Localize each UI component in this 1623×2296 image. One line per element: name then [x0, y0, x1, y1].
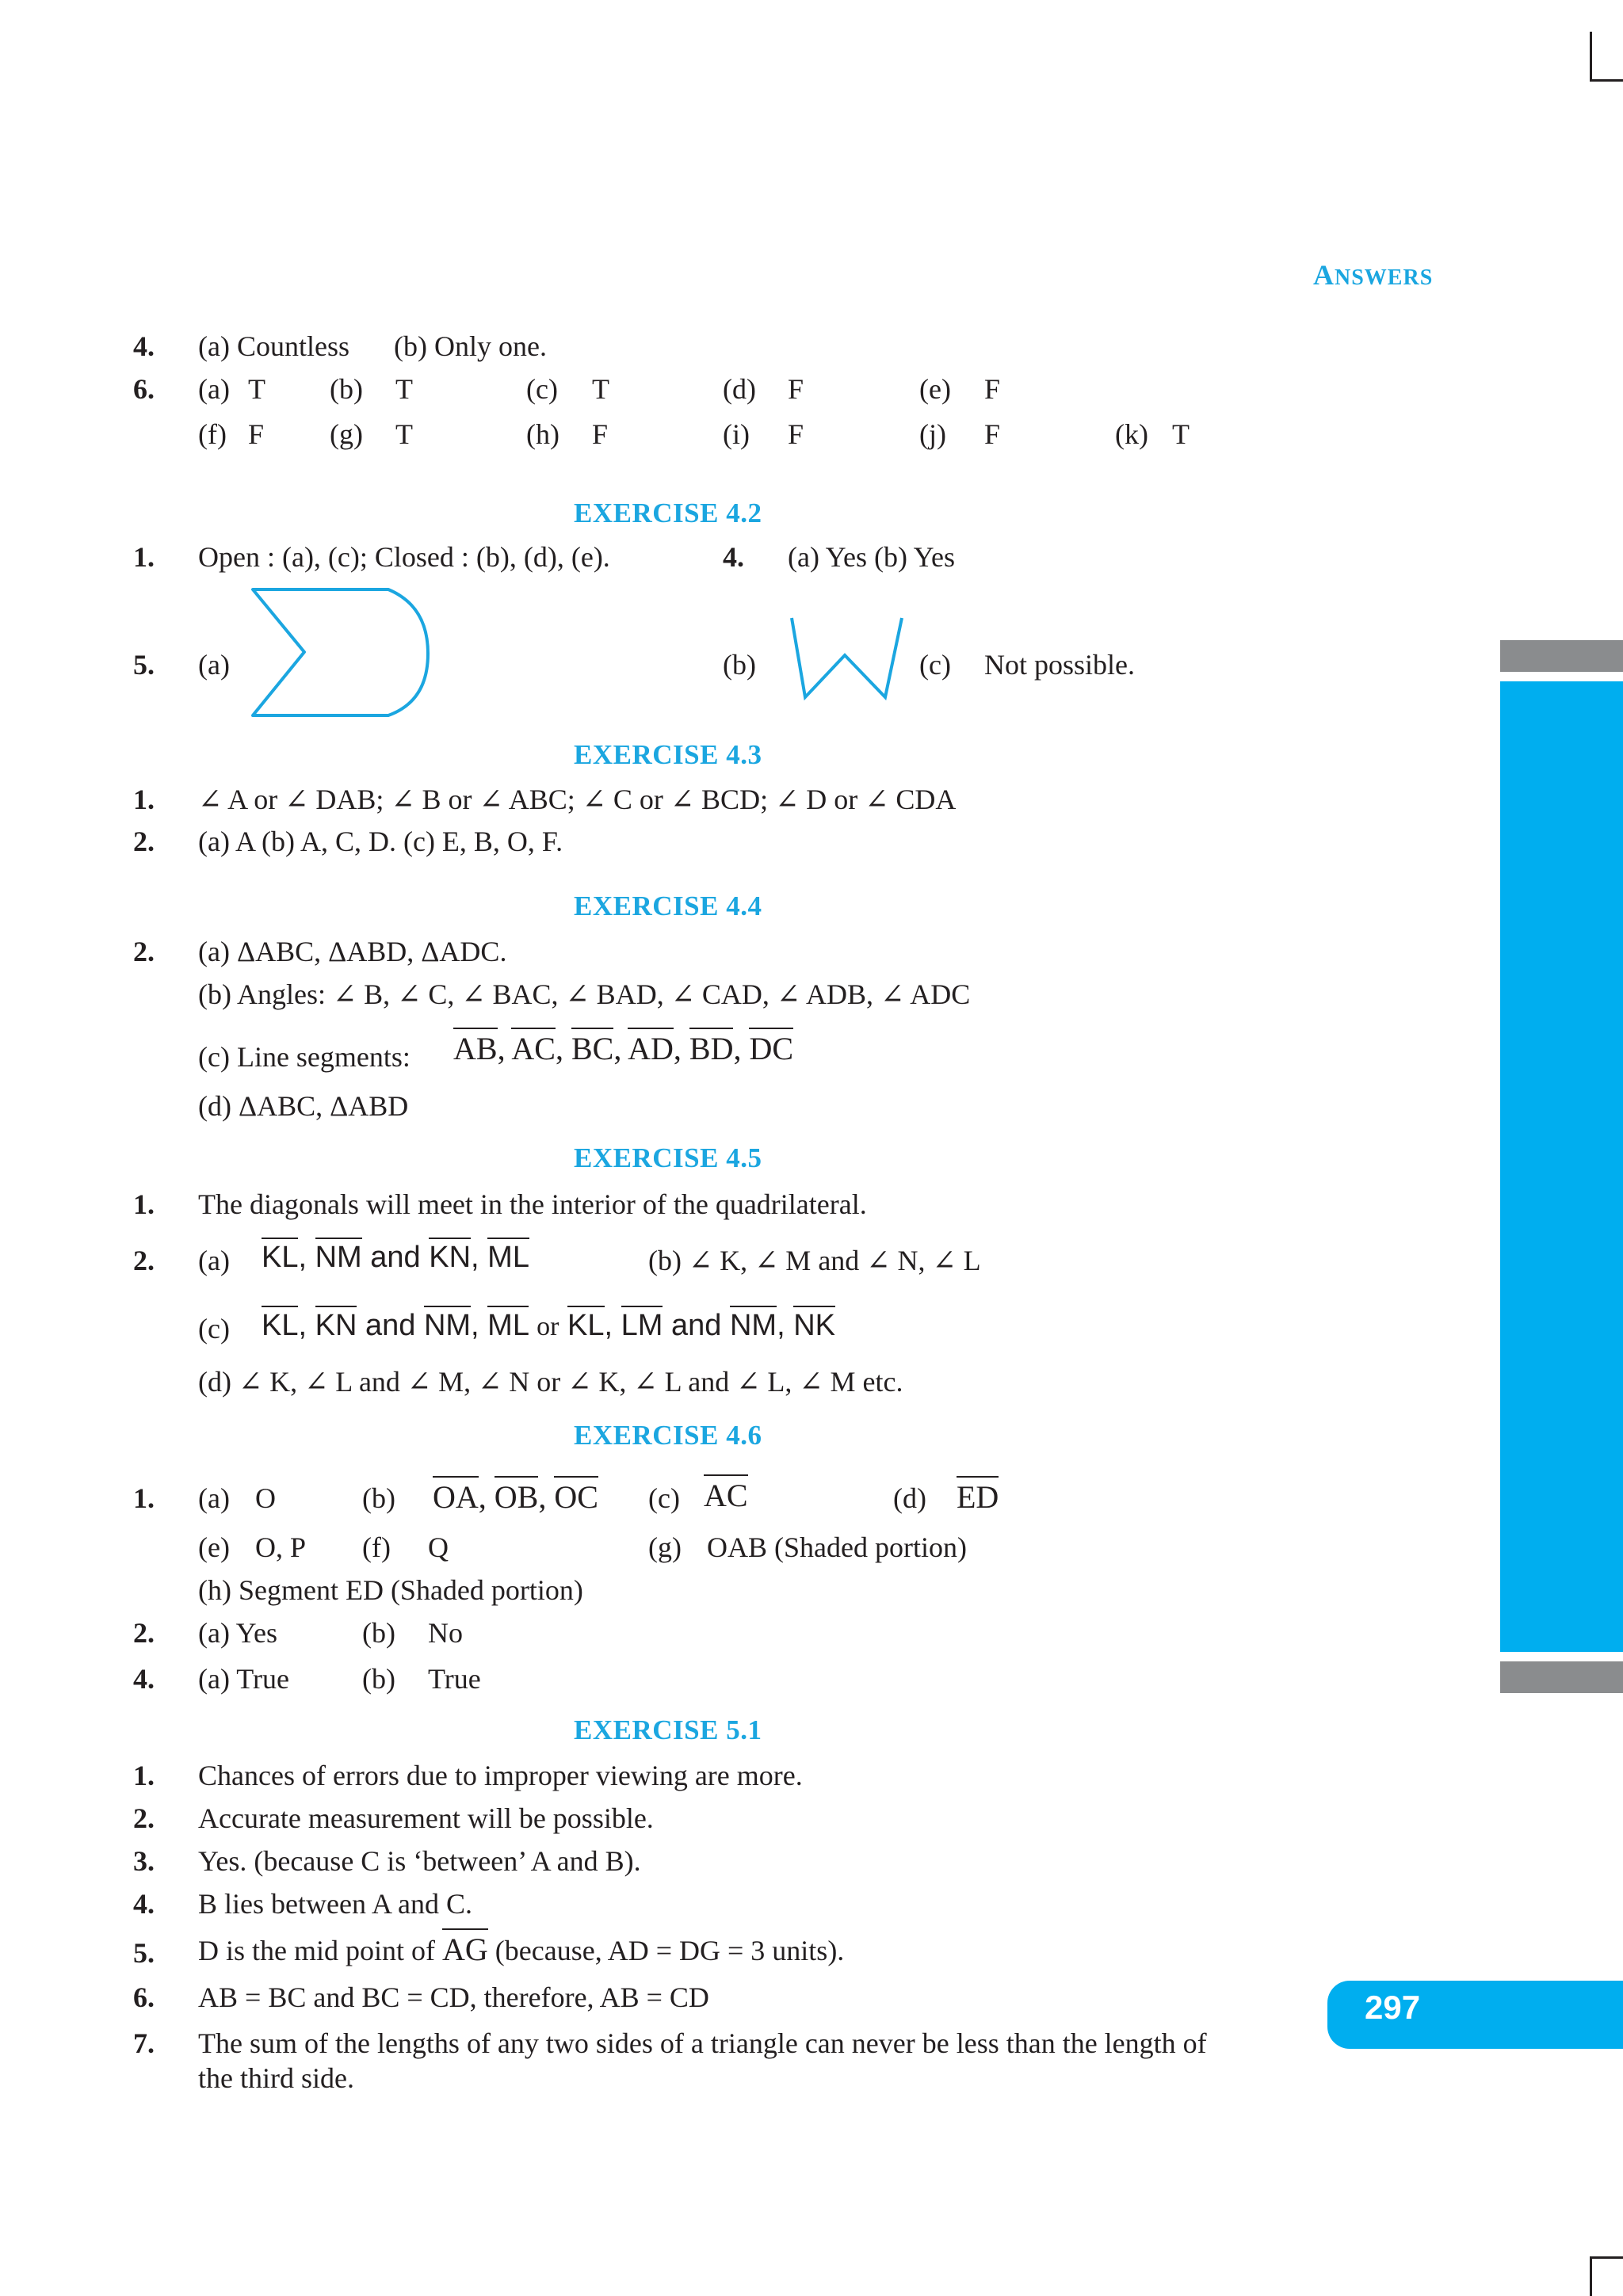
- exercise-heading: EXERCISE 4.5: [574, 1142, 762, 1173]
- answer-text: Chances of errors due to improper viewing are more.: [198, 1760, 803, 1791]
- segment-overline: NK: [793, 1306, 835, 1342]
- answer-label: (d): [723, 373, 756, 405]
- answer-label: (e): [919, 373, 951, 405]
- crop-mark-top-horizontal: [1590, 79, 1623, 82]
- answer-value: T: [592, 373, 609, 405]
- segment-overline: KN: [315, 1306, 357, 1342]
- exercise-heading: EXERCISE 4.2: [574, 498, 762, 528]
- answer-text: The diagonals will meet in the interior of the quadrilateral.: [198, 1188, 867, 1220]
- answer-label: (b): [330, 373, 363, 405]
- question-number: 5.: [133, 1937, 155, 1969]
- answer-text: (h) Segment ED (Shaded portion): [198, 1574, 583, 1606]
- answer-label: (b): [362, 1617, 395, 1649]
- crop-mark-bottom-horizontal: [1590, 2256, 1623, 2259]
- answer-label: (g): [648, 1531, 682, 1563]
- answer-label: (h): [526, 418, 559, 450]
- answer-value: F: [984, 373, 1001, 405]
- line-segment-list: AB, AC, BC, AD, BD, DC: [453, 1030, 793, 1067]
- answer-text-pre: D is the mid point of: [198, 1935, 435, 1966]
- answer-label: (i): [723, 418, 750, 450]
- answer-label: (c): [526, 373, 558, 405]
- answer-label: (b): [723, 649, 756, 681]
- side-tab-grey-top: [1500, 640, 1623, 672]
- answer-text: [198, 1933, 844, 1967]
- answer-value: T: [395, 373, 413, 405]
- answer-text: (a) ΔABC, ΔABD, ΔADC.: [198, 936, 507, 967]
- answer-label: (a): [198, 649, 230, 681]
- segment-overline: BC: [571, 1028, 613, 1066]
- segment-overline: DC: [749, 1028, 793, 1066]
- answer-text: (a) Yes: [198, 1617, 278, 1649]
- answer-text: Accurate measurement will be possible.: [198, 1802, 654, 1834]
- answer-text: (a) Countless: [198, 330, 349, 362]
- answer-value: F: [248, 418, 265, 450]
- question-number: 7.: [133, 2027, 155, 2059]
- answer-value: F: [984, 418, 1001, 450]
- segment-group-d: [957, 1478, 999, 1516]
- answer-text: (a) True: [198, 1663, 289, 1695]
- exercise-heading: EXERCISE 4.3: [574, 739, 762, 770]
- answer-label: (c): [648, 1482, 680, 1514]
- answer-value: F: [788, 418, 804, 450]
- segment-overline: KL: [262, 1306, 298, 1342]
- answer-value: Q: [428, 1531, 449, 1563]
- segment-overline: AC: [704, 1474, 748, 1513]
- side-tab-blue: [1500, 681, 1623, 1652]
- segment-overline: OB: [495, 1476, 539, 1515]
- answer-label: (f): [198, 418, 227, 450]
- answer-label: (f): [362, 1531, 391, 1563]
- segment-overline: ED: [957, 1476, 999, 1515]
- answer-label: (a): [198, 373, 230, 405]
- segment-overline: BD: [689, 1028, 734, 1066]
- answer-label: (g): [330, 418, 363, 450]
- question-number: 6.: [133, 1981, 155, 2013]
- answer-value: F: [592, 418, 609, 450]
- answer-text: ∠ A or ∠ DAB; ∠ B or ∠ ABC; ∠ C or ∠ BCD; ∠ D or ∠ CDA: [198, 784, 957, 815]
- answer-value: T: [248, 373, 265, 405]
- curve-figure-b: [785, 614, 911, 705]
- exercise-heading: EXERCISE 5.1: [574, 1714, 762, 1745]
- answer-value: No: [428, 1617, 463, 1649]
- answer-label: (e): [198, 1531, 230, 1563]
- segment-overline: ML: [487, 1238, 529, 1274]
- answer-label: (d): [893, 1482, 926, 1514]
- segment-overline: NM: [315, 1238, 362, 1274]
- segment-overline: ML: [487, 1306, 528, 1342]
- question-number: 6.: [133, 373, 155, 405]
- answer-label: (c) Line segments:: [198, 1041, 411, 1073]
- answer-text: Not possible.: [984, 649, 1136, 681]
- conjunction: and: [370, 1241, 421, 1274]
- question-number: 4.: [133, 1888, 155, 1920]
- conjunction: and: [365, 1309, 416, 1342]
- running-header: [1313, 258, 1433, 292]
- answer-value: F: [788, 373, 804, 405]
- question-number: 2.: [133, 1617, 155, 1649]
- answer-text: (a) A (b) A, C, D. (c) E, B, O, F.: [198, 826, 563, 857]
- page-number: 297: [1365, 1989, 1421, 2026]
- question-number: 1.: [133, 1482, 155, 1514]
- answer-value: T: [395, 418, 413, 450]
- question-number: 2.: [133, 1245, 155, 1276]
- answer-value: OAB (Shaded portion): [707, 1531, 967, 1563]
- question-number: 2.: [133, 1802, 155, 1834]
- segment-overline: NM: [730, 1306, 777, 1342]
- answer-value: True: [428, 1663, 481, 1695]
- question-number: 1.: [133, 541, 155, 573]
- question-number: 2.: [133, 826, 155, 857]
- polygon-figure-a: [238, 582, 444, 721]
- segment-overline: AB: [453, 1028, 498, 1066]
- question-number: 4.: [133, 330, 155, 362]
- side-tab-grey-bottom: [1500, 1661, 1623, 1693]
- answer-text-post: (because, AD = DG = 3 units).: [495, 1935, 845, 1966]
- answer-value: T: [1172, 418, 1190, 450]
- answer-text: (b) Only one.: [394, 330, 547, 362]
- segment-group-c: [704, 1477, 748, 1514]
- exercise-heading: EXERCISE 4.6: [574, 1420, 762, 1451]
- answer-value: O, P: [255, 1531, 307, 1563]
- crop-mark-bottom-vertical: [1590, 2256, 1592, 2296]
- answer-label: (b): [362, 1663, 395, 1695]
- answer-text: (b) ∠ K, ∠ M and ∠ N, ∠ L: [648, 1245, 981, 1276]
- answer-text: (d) ∠ K, ∠ L and ∠ M, ∠ N or ∠ K, ∠ L and ∠ L, ∠ M etc.: [198, 1366, 903, 1398]
- running-header-text: ANSWERS: [1313, 259, 1434, 291]
- conjunction: and: [670, 1309, 722, 1342]
- answer-text: the third side.: [198, 2062, 354, 2094]
- segment-overline: LM: [621, 1306, 663, 1342]
- answer-text: Open : (a), (c); Closed : (b), (d), (e).: [198, 541, 610, 573]
- question-number: 1.: [133, 784, 155, 815]
- segment-overline: KL: [567, 1306, 604, 1342]
- question-number: 4.: [133, 1663, 155, 1695]
- segment-overline: AD: [628, 1028, 674, 1066]
- answer-text: AB = BC and BC = CD, therefore, AB = CD: [198, 1981, 709, 2013]
- segment-overline: AC: [511, 1028, 556, 1066]
- answer-text: B lies between A and C.: [198, 1888, 472, 1920]
- segment-group-c: KL, KN and NM, ML or KL, LM and NM, NK: [262, 1309, 835, 1343]
- answer-label: (j): [919, 418, 946, 450]
- answer-text: (a) Yes (b) Yes: [788, 541, 956, 573]
- question-number: 1.: [133, 1760, 155, 1791]
- question-number: 4.: [723, 541, 744, 573]
- answer-text: Yes. (because C is ‘between’ A and B).: [198, 1845, 641, 1877]
- question-number: 2.: [133, 936, 155, 967]
- answer-text: (b) Angles: ∠ B, ∠ C, ∠ BAC, ∠ BAD, ∠ CAD, ∠ ADB, ∠ ADC: [198, 978, 971, 1010]
- answer-label: (c): [919, 649, 951, 681]
- answer-label: (b): [362, 1482, 395, 1514]
- answer-text: (d) ΔABC, ΔABD: [198, 1090, 409, 1122]
- answer-label: (c): [198, 1313, 230, 1344]
- segment-group-a: KL, NM and KN, ML: [262, 1241, 529, 1275]
- conjunction-or: or: [537, 1312, 559, 1341]
- segment-overline: NM: [424, 1306, 471, 1342]
- answer-label: (a): [198, 1482, 230, 1514]
- segment-overline: KL: [262, 1238, 298, 1274]
- answer-text: The sum of the lengths of any two sides of a triangle can never be less than the length of: [198, 2027, 1207, 2059]
- question-number: 1.: [133, 1188, 155, 1220]
- exercise-heading: EXERCISE 4.4: [574, 891, 762, 921]
- question-number: 3.: [133, 1845, 155, 1877]
- crop-mark-top-vertical: [1590, 32, 1592, 81]
- segment-overline: KN: [429, 1238, 471, 1274]
- segment-overline: OA: [433, 1476, 479, 1515]
- question-number: 5.: [133, 649, 155, 681]
- answer-label: (a): [198, 1245, 230, 1276]
- answer-value: O: [255, 1482, 276, 1514]
- answer-label: (k): [1115, 418, 1148, 450]
- segment-overline: AG: [442, 1928, 488, 1967]
- segment-overline: OC: [554, 1476, 598, 1515]
- segment-group-b: OA, OB, OC: [433, 1478, 598, 1516]
